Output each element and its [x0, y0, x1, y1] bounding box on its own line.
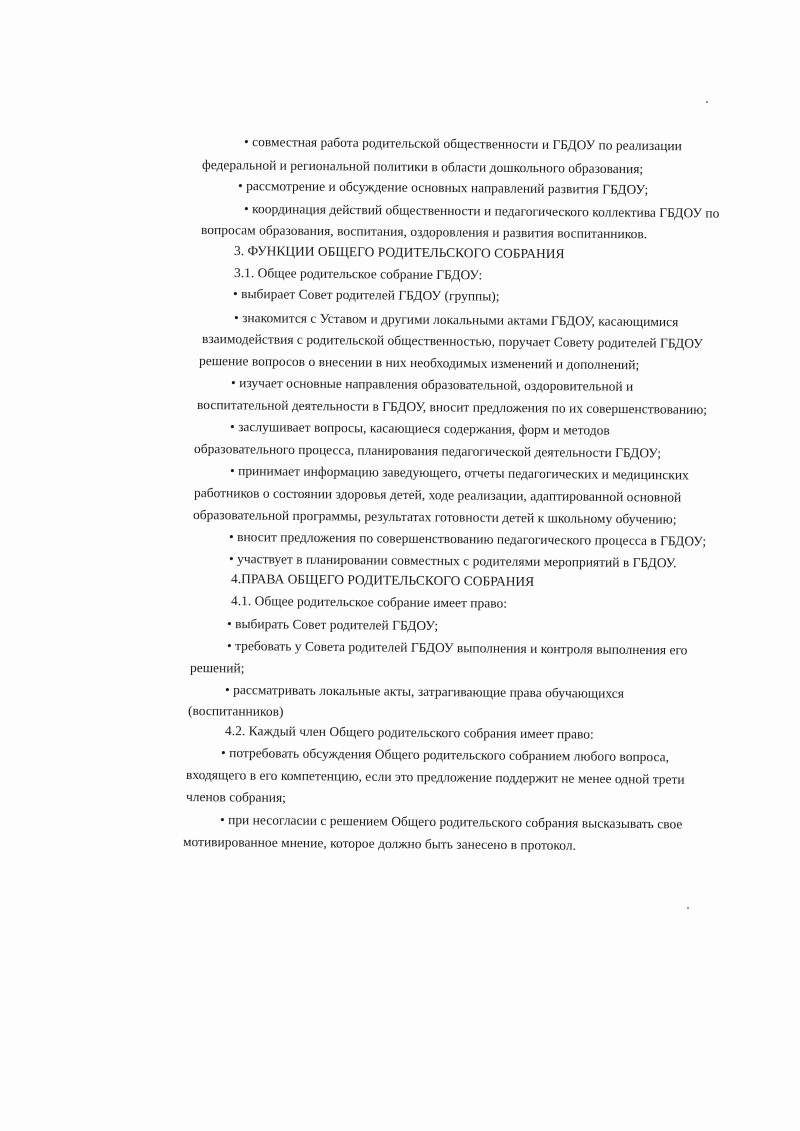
- text-line: работников о состоянии здоровья детей, ходе реализации, адаптированной основной: [193, 485, 682, 505]
- text-line: 3.1. Общее родительское собрание ГБДОУ:: [233, 265, 483, 283]
- text-line: решений;: [189, 660, 245, 676]
- scan-speck: [706, 101, 708, 103]
- text-line: мотивированное мнение, которое должно быть занесено в протокол.: [182, 834, 577, 853]
- text-line: образовательной программы, результатах готовности детей к школьному обучению;: [192, 507, 677, 527]
- text-line: • выбирать Совет родителей ГБДОУ;: [226, 616, 439, 634]
- text-line: образовательного процесса, планирования педагогической деятельности ГБДОУ;: [193, 441, 662, 461]
- text-line: воспитательной деятельности в ГБДОУ, вносит предложения по их совершенствованию;: [196, 397, 708, 417]
- text-line: федеральной и региональной политики в области дошкольного образования;: [201, 157, 644, 177]
- text-line: • при несогласии с решением Общего родительского собрания высказывать свое: [219, 812, 683, 832]
- text-line: • рассмотрение и обсуждение основных направлений развития ГБДОУ;: [237, 178, 649, 197]
- text-line: решение вопросов о внесении в них необходимых изменений и дополнений;: [198, 353, 640, 373]
- text-line: • участвует в планировании совместных с родителями мероприятий в ГБДОУ.: [228, 551, 677, 571]
- text-line: • заслушивает вопросы, касающиеся содержания, форм и методов: [229, 419, 610, 438]
- text-line: • рассматривать локальные акты, затрагивающие права обучающихся: [224, 682, 625, 701]
- text-line: • совместная работа родительской общественности и ГБДОУ по реализации: [243, 134, 682, 154]
- text-line: • изучает основные направления образовательной, оздоровительной и: [230, 375, 634, 394]
- text-line: входящего в его компетенцию, если это предложение поддержит не менее одной трети: [185, 767, 685, 787]
- text-line: 4.1. Общее родительское собрание имеет право:: [230, 593, 508, 611]
- scan-speck: [687, 907, 689, 909]
- text-line: членов собрания;: [185, 789, 287, 805]
- text-line: взаимодействия с родительской общественностью, поручает Совету родителей ГБДОУ: [201, 331, 703, 351]
- text-line: • знакомится с Уставом и другими локальными актами ГБДОУ, касающимися: [233, 310, 679, 330]
- section-heading: 4.ПРАВА ОБЩЕГО РОДИТЕЛЬСКОГО СОБРАНИЯ: [230, 571, 535, 589]
- section-heading: 3. ФУНКЦИИ ОБЩЕГО РОДИТЕЛЬСКОГО СОБРАНИЯ: [233, 243, 565, 262]
- text-line: • выбирает Совет родителей ГБДОУ (группы);: [232, 286, 500, 304]
- text-line: вопросам образования, воспитания, оздоровления и развития воспитанников.: [200, 222, 648, 242]
- text-line: 4.2. Каждый член Общего родительского собрания имеет право:: [224, 723, 594, 742]
- text-line: • вносит предложения по совершенствованию педагогического процесса в ГБДОУ;: [228, 529, 707, 549]
- text-line: • принимает информацию заведующего, отчеты педагогических и медицинских: [229, 463, 689, 483]
- text-line: (воспитанников): [187, 703, 284, 719]
- text-line: • потребовать обсуждения Общего родительского собранием любого вопроса,: [220, 745, 670, 765]
- text-line: • координация действий общественности и педагогического коллектива ГБДОУ по: [243, 201, 720, 221]
- text-line: • требовать у Совета родителей ГБДОУ выполнения и контроля выполнения его: [226, 638, 688, 658]
